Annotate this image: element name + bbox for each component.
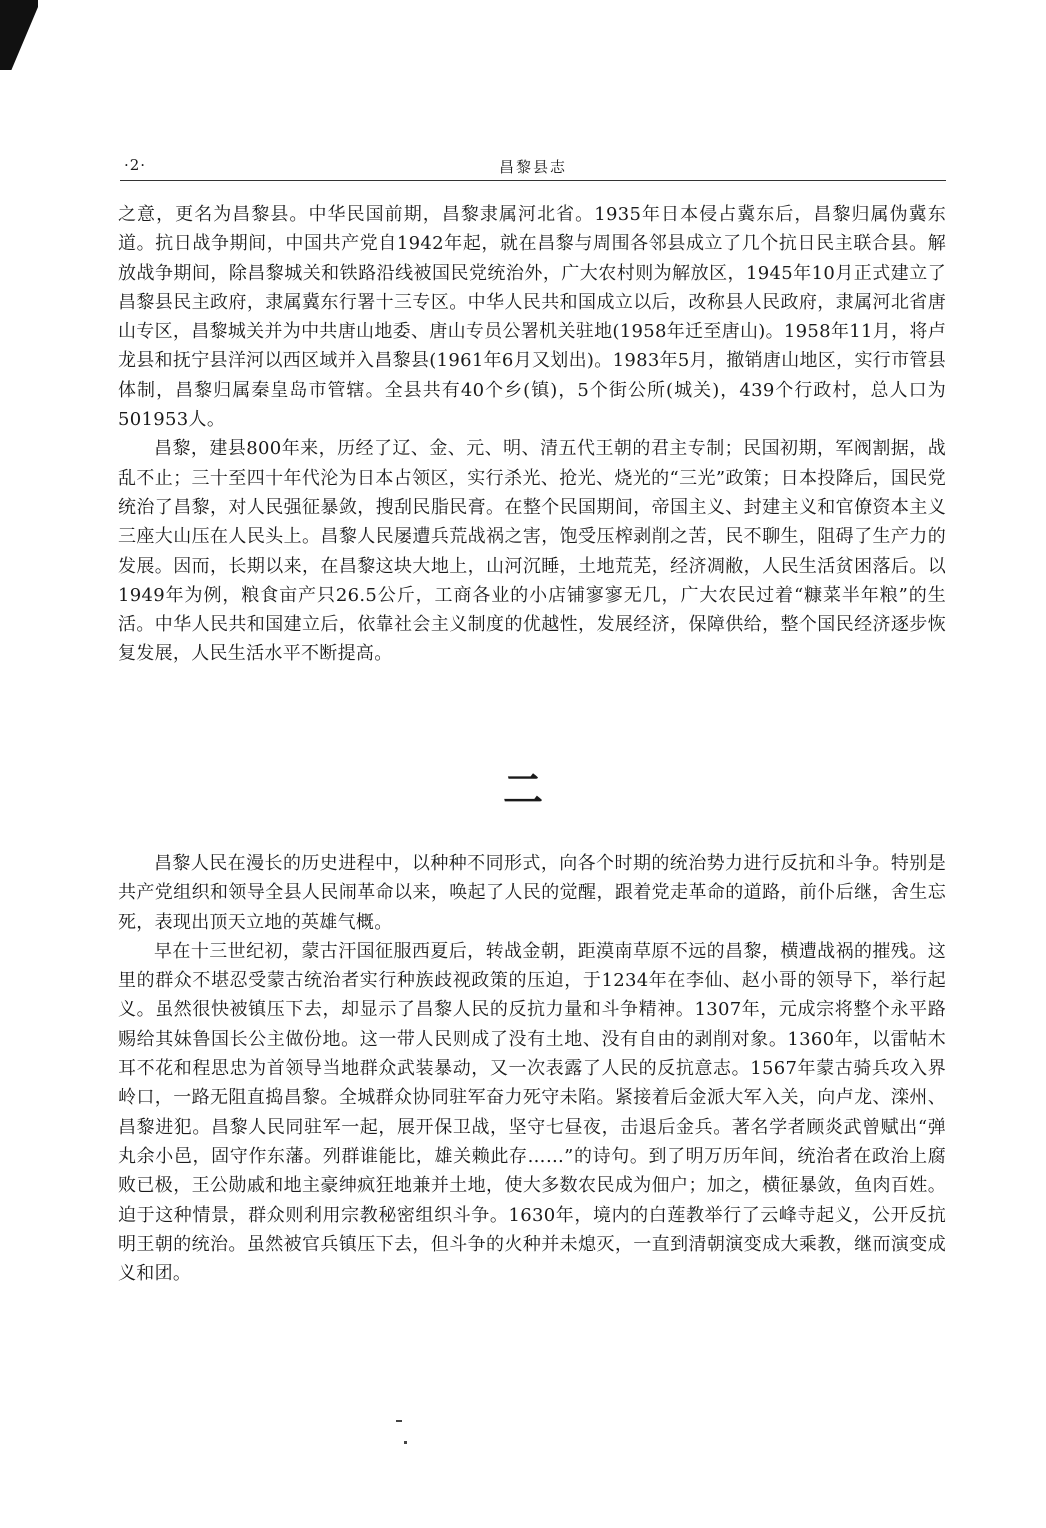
paragraph: 昌黎，建县800年来，历经了辽、金、元、明、清五代王朝的君主专制；民国初期，军阀割据，战乱不止；三十至四十年代沦为日本占领区，实行杀光、抢光、烧光的“三光”政策；日本投降后，国民党统治了昌黎，对人民强征暴敛，搜刮民脂民膏。在整个民国期间，帝国主义、封建主义和官僚资本主义三座大山压在人民头上。昌黎人民屡遭兵荒战祸之害，饱受压榨剥削之苦，民不聊生，阻碍了生产力的发展。因而，长期以来，在昌黎这块大地上，山河沉睡，土地荒芜，经济凋敝，人民生活贫困落后。以1949年为例，粮食亩产只26.5公斤，工商各业的小店铺寥寥无几，广大农民过着“糠菜半年粮”的生活。中华人民共和国建立后，依靠社会主义制度的优越性，发展经济，保障供给，整个国民经济逐步恢复发展，人民生活水平不断提高。 (118, 438, 946, 665)
scan-speck (404, 1441, 407, 1444)
page-header (120, 150, 946, 181)
page-number: ·2· (124, 156, 147, 174)
running-title: 昌黎县志 (498, 158, 567, 176)
section-one-body (118, 200, 946, 669)
paragraph: 之意，更名为昌黎县。中华民国前期，昌黎隶属河北省。1935年日本侵占冀东后，昌黎归属伪冀东道。抗日战争期间，中国共产党自1942年起，就在昌黎与周围各邻县成立了几个抗日民主联合县。解放战争期间，除昌黎城关和铁路沿线被国民党统治外，广大农村则为解放区，1945年10月正式建立了昌黎县民主政府，隶属冀东行署十三专区。中华人民共和国成立以后，改称县人民政府，隶属河北省唐山专区，昌黎城关并为中共唐山地委、唐山专员公署机关驻地(1958年迁至唐山)。1958年11月，将卢龙县和抚宁县洋河以西区域并入昌黎县(1961年6月又划出)。1983年5月，撤销唐山地区，实行市管县体制，昌黎归属秦皇岛市管辖。全县共有40个乡(镇)，5个街公所(城关)，439个行政村，总人口为501953人。 (118, 204, 946, 431)
section-heading: 二 (503, 766, 543, 813)
paragraph: 早在十三世纪初，蒙古汗国征服西夏后，转战金朝，距漠南草原不远的昌黎，横遭战祸的摧残。这里的群众不堪忍受蒙古统治者实行种族歧视政策的压迫，于1234年在李仙、赵小哥的领导下，举行起义。虽然很快被镇压下去，却显示了昌黎人民的反抗力量和斗争精神。1307年，元成宗将整个永平路赐给其妹鲁国长公主做份地。这一带人民则成了没有土地、没有自由的剥削对象。1360年，以雷帖木耳不花和程思忠为首领导当地群众武装暴动，又一次表露了人民的反抗意志。1567年蒙古骑兵攻入界岭口，一路无阻直捣昌黎。全城群众协同驻军奋力死守未陷。紧接着后金派大军入关，向卢龙、滦州、昌黎进犯。昌黎人民同驻军一起，展开保卫战，坚守七昼夜，击退后金兵。著名学者顾炎武曾赋出“弹丸余小邑，固守作东藩。列群谁能比，雄关赖此存……”的诗句。到了明万历年间，统治者在政治上腐败已极，王公勋戚和地主豪绅疯狂地兼并土地，使大多数农民成为佃户；加之，横征暴敛，鱼肉百姓。迫于这种情景，群众则利用宗教秘密组织斗争。1630年，境内的白莲教举行了云峰寺起义，公开反抗明王朝的统治。虽然被官兵镇压下去，但斗争的火种并未熄灭，一直到清朝演变成大乘教，继而演变成义和团。 (118, 940, 946, 1285)
paragraph: 昌黎人民在漫长的历史进程中，以种种不同形式，向各个时期的统治势力进行反抗和斗争。特别是共产党组织和领导全县人民闹革命以来，唤起了人民的觉醒，跟着党走革命的道路，前仆后继，舍生忘死，表现出顶天立地的英雄气概。 (118, 853, 946, 933)
scan-speck (396, 1420, 402, 1422)
scan-corner-mark (0, 0, 38, 70)
section-two-body (118, 849, 946, 1288)
